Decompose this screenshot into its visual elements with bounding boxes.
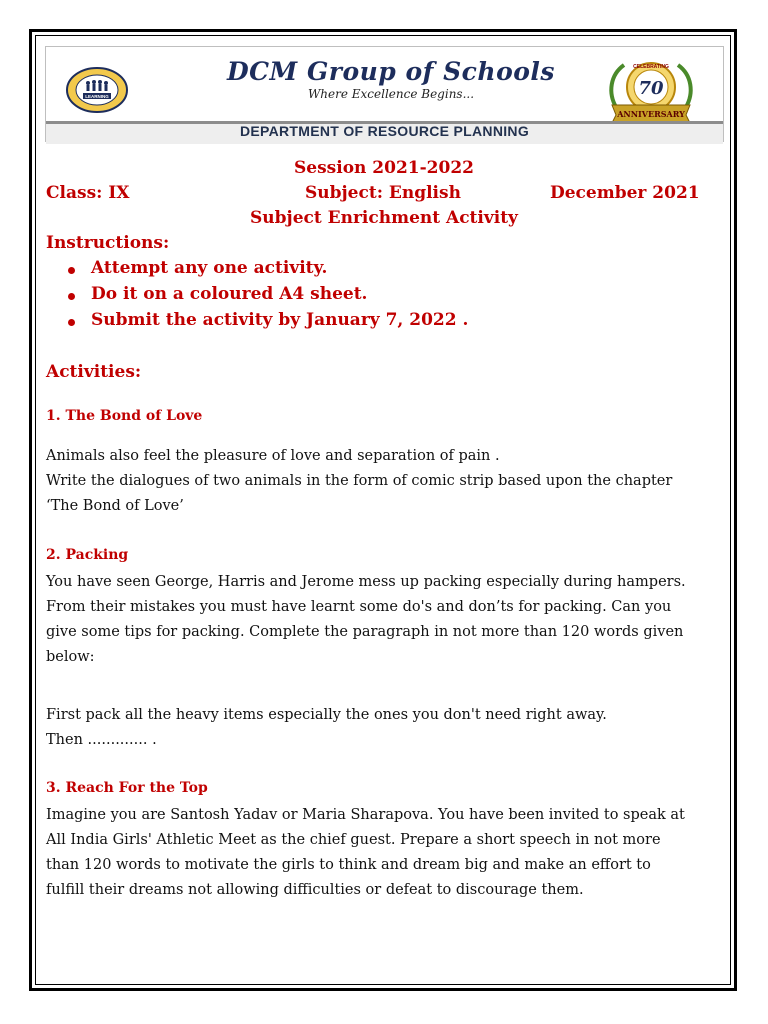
paragraph-line: Then ............. . xyxy=(46,732,157,748)
letterhead xyxy=(45,46,724,142)
anniversary-emblem xyxy=(602,53,700,131)
bullet-icon xyxy=(68,293,75,300)
paragraph-line: than 120 words to motivate the girls to think and dream big and make an effort to xyxy=(46,857,651,873)
date-text: December 2021 xyxy=(550,183,700,203)
emblem-banner-text: ANNIVERSARY xyxy=(617,109,685,119)
paragraph-line: Imagine you are Santosh Yadav or Maria Sharapova. You have been invited to speak at xyxy=(46,807,685,823)
activity-3-title: 3. Reach For the Top xyxy=(46,780,208,796)
paragraph-line: fulfill their dreams not allowing difficulties or defeat to discourage them. xyxy=(46,882,584,898)
activity-1-body xyxy=(46,444,726,519)
left-logo-text: LEARNING xyxy=(85,94,109,99)
emblem-top-text: CELEBRATING xyxy=(633,64,669,70)
paragraph-line: ‘The Bond of Love’ xyxy=(46,498,184,514)
activity-1-title: 1. The Bond of Love xyxy=(46,408,203,424)
paragraph-line: From their mistakes you must have learnt some do's and don’ts for packing. Can you xyxy=(46,599,672,615)
session-text: Session 2021-2022 xyxy=(294,158,474,178)
department-name: DEPARTMENT OF RESOURCE PLANNING xyxy=(239,123,530,139)
school-tagline: Where Excellence Begins... xyxy=(307,87,475,101)
paragraph-line: All India Girls' Athletic Meet as the chief guest. Prepare a short speech in not more xyxy=(46,832,661,848)
bullet-icon xyxy=(68,319,75,326)
instruction-item xyxy=(66,258,468,284)
school-logo-left xyxy=(66,67,128,113)
paragraph-line: give some tips for packing. Complete the paragraph in not more than 120 words given xyxy=(46,624,684,640)
instruction-text: Submit the activity by January 7, 2022 . xyxy=(91,310,469,330)
paragraph-line: below: xyxy=(46,649,95,665)
emblem-number: 70 xyxy=(638,78,664,99)
subject-text: Subject: English xyxy=(305,183,461,203)
document-title: Subject Enrichment Activity xyxy=(250,208,518,228)
activity-2-title: 2. Packing xyxy=(46,547,129,563)
activity-2-body xyxy=(46,570,726,670)
instructions-list xyxy=(66,258,468,336)
instruction-item xyxy=(66,284,468,310)
paragraph-line: You have seen George, Harris and Jerome mess up packing especially during hampers. xyxy=(46,574,686,590)
paragraph-line: First pack all the heavy items especially the ones you don't need right away. xyxy=(46,707,607,723)
paragraph-line: Write the dialogues of two animals in the form of comic strip based upon the chapter xyxy=(46,473,673,489)
instruction-text: Do it on a coloured A4 sheet. xyxy=(91,284,368,304)
activity-3-body xyxy=(46,803,726,903)
bullet-icon xyxy=(68,267,75,274)
instruction-text: Attempt any one activity. xyxy=(91,258,328,278)
instructions-heading: Instructions: xyxy=(46,233,170,253)
instruction-item xyxy=(66,310,468,336)
school-name: DCM Group of Schools xyxy=(226,57,556,86)
class-text: Class: IX xyxy=(46,183,130,203)
activities-heading: Activities: xyxy=(46,362,142,382)
paragraph-line: Animals also feel the pleasure of love and separation of pain . xyxy=(46,448,500,464)
activity-2-sample xyxy=(46,703,726,753)
